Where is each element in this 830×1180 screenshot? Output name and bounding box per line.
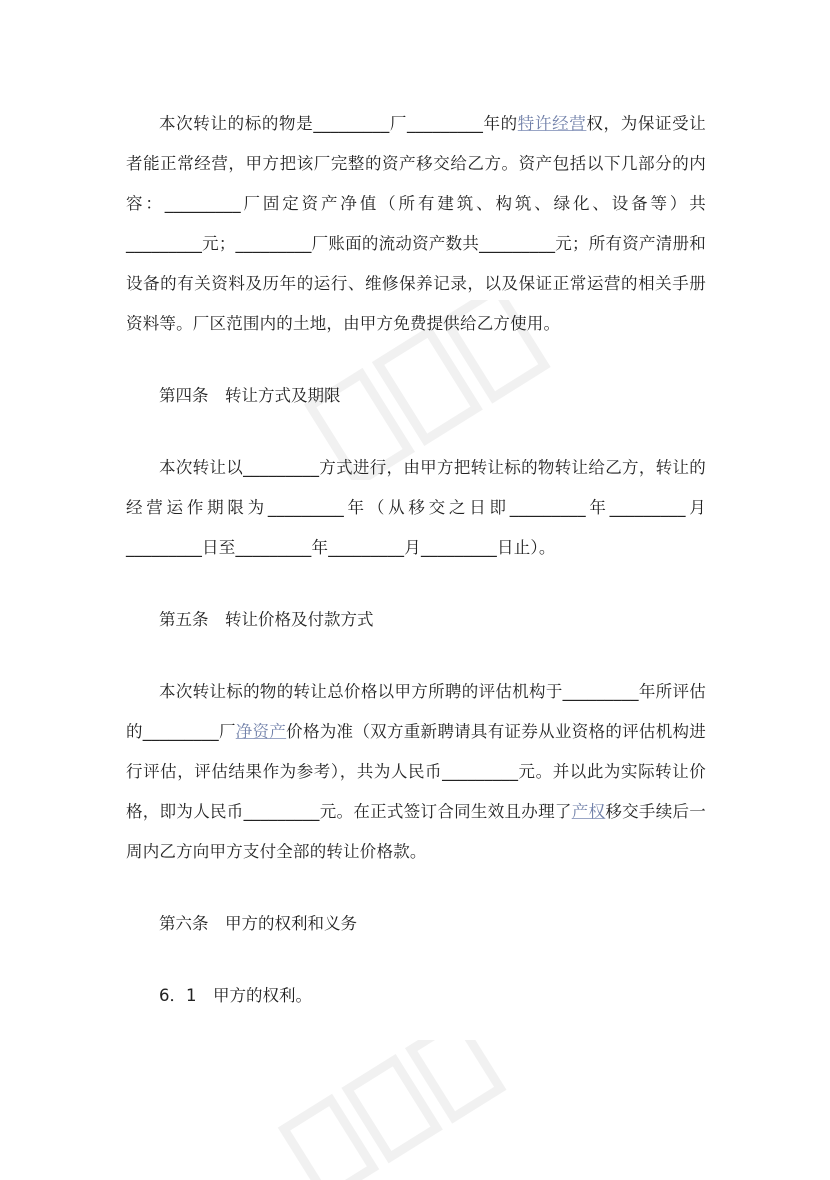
paragraph-text: 本次转让标的物的转让总价格以甲方所聘的评估机构于_________年所评估的_________厂: [126, 682, 706, 741]
link-property-rights[interactable]: 产权: [571, 802, 606, 821]
paragraph-text: 价格为准（双方重新聘请具有证券从业资格的评估机构进行评估，评估结果作为参考），共为人民币_________元。并以此为实际转让价格，即为人民币_________元。在正式签订合同生效且办理了: [126, 722, 707, 821]
article-5-heading: 第五条 转让价格及付款方式: [159, 610, 374, 629]
article-6-heading: 第六条 甲方的权利和义务: [159, 914, 357, 933]
paragraph-text: 本次转让的标的物是_________厂_________年的: [159, 114, 518, 133]
paragraph-transfer-method: 本次转让以_________方式进行，由甲方把转让标的物转让给乙方，转让的经营运作期限为_________年（从移交之日即_________年_________月_________日至_________年_________月_________日止）。: [126, 458, 706, 557]
document-body: [126, 104, 706, 1016]
paragraph-transfer-price: [126, 672, 706, 872]
watermark-logo-bottom: [270, 1040, 510, 1180]
link-net-assets[interactable]: 净资产: [235, 722, 287, 741]
paragraph-transfer-object: [126, 104, 706, 344]
section-6-1-heading: 6．1 甲方的权利。: [159, 986, 312, 1005]
paragraph-text: 权，为保证受让者能正常经营，甲方把该厂完整的资产移交给乙方。资产包括以下几部分的内容：_________厂固定资产净值（所有建筑、构筑、绿化、设备等）共_________元；_________厂账面的流动资产数共_________元；所有资产清册和设备的有关资料及历年的运行、维修保养记录，以及保证正常运营的相关手册资料等。厂区范围内的土地，由甲方免费提供给乙方使用。: [126, 114, 707, 333]
paragraph-text: 移交手续后一周内乙方向甲方支付全部的转让价格款。: [126, 802, 707, 861]
link-franchise[interactable]: 特许经营: [517, 114, 587, 133]
article-4-heading: 第四条 转让方式及期限: [159, 386, 341, 405]
